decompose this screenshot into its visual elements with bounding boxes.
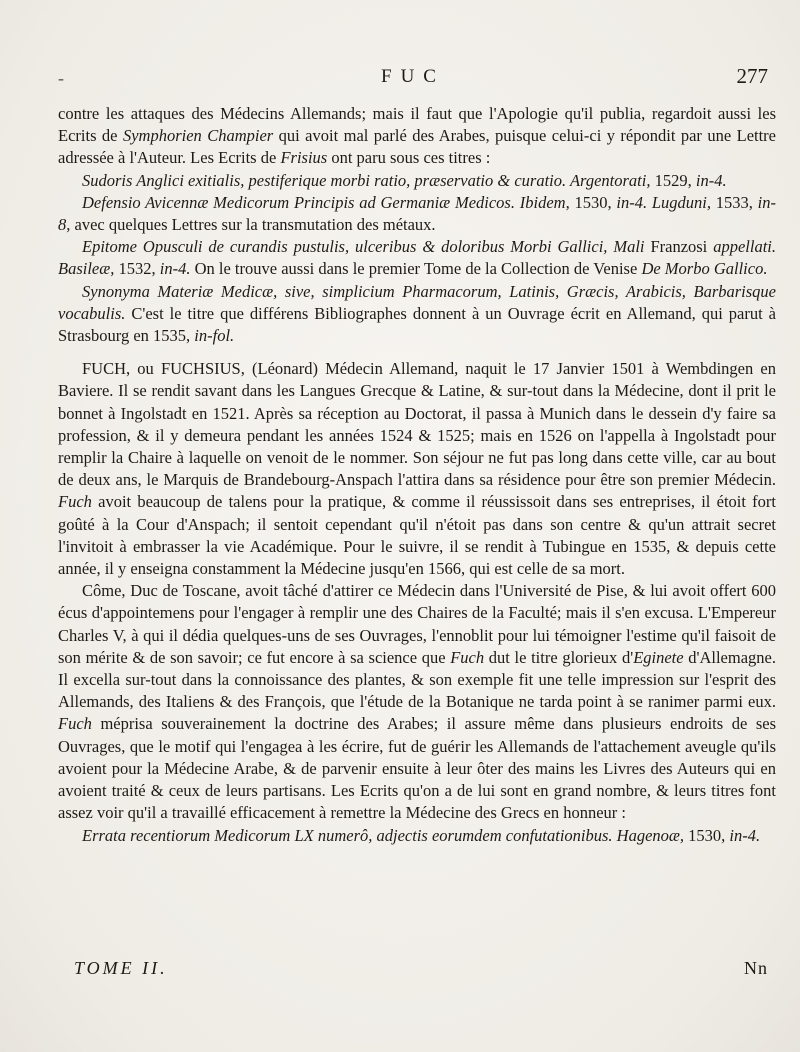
text-run: avec quelques Lettres sur la transmutation des métaux. — [70, 215, 436, 235]
italic-text: Fuch — [450, 647, 485, 667]
italic-text: in-4. — [159, 259, 191, 279]
paragraph — [58, 358, 776, 580]
tome-label: TOME II. — [74, 958, 168, 978]
text-run: C'est le titre que différens Bibliographes donnent à un Ouvrage écrit en Allemand, qui parut à Strasbourg en 1535, — [58, 303, 776, 346]
paragraph — [58, 170, 776, 192]
running-header — [58, 62, 768, 94]
italic-text: Synonyma Materiæ Medicæ, sive, simplicium Pharmacorum, Latinis, Græcis, Arabicis, Barbarisque vocabulis. — [58, 281, 776, 323]
text-run: qui avoit mal parlé des Arabes, puisque celui-ci y répondit par une Lettre adressée à l'Auteur. Les Ecrits de — [58, 126, 777, 168]
italic-text: Eginete — [633, 647, 684, 667]
text-run: Franzosi — [644, 237, 714, 257]
text-run: FUCH, ou FUCHSIUS, (Léonard) Médecin Allemand, naquit le 17 Janvier 1501 à Wembdingen en Baviere. Il se rendit savant dans les Langues Grecque & Latine, & sur-tout dans la Médecine, dont il prit le bonnet à Ingolstadt en 1521. Après sa réception au Doctorat, il passa à Munich dans le dessein d'y faire sa profession, & il y demeura pendant les années 1524 & 1525; mais en 1526 on l'appella à Ingolstadt pour remplir la Chaire à laquelle on venoit de le nommer. Son séjour ne fut pas long dans cette ville, car au bout de deux ans, le Marquis de Brandebourg-Anspach l'attira dans sa résidence pour être son premier Médecin. — [58, 359, 776, 490]
italic-text: in-fol. — [194, 326, 235, 346]
text-run: avoit beaucoup de talens pour la pratique, & comme il réussissoit dans ses entreprises, il étoit fort goûté à la Cour d'Anspach; il sentoit cependant qu'il n'étoit pas dans son centre & qu'un attrait secret l'invitoit à embrasser la vie Académique. Pour le suivre, il se rendit à Tubingue en 1535, & depuis cette année, il y enseigna constamment la Médecine jusqu'en 1566, qui est celle de sa mort. — [58, 492, 776, 579]
italic-text: Fuch — [58, 492, 92, 512]
paragraph — [58, 103, 776, 170]
paragraph — [58, 281, 776, 348]
running-title: FUC — [381, 66, 445, 87]
italic-text: De Morbo Gallico. — [641, 259, 768, 279]
text-run: 1532, — [114, 259, 160, 279]
italic-text: in-4. Lugduni, — [616, 192, 711, 212]
italic-text: in-4. — [729, 825, 761, 845]
italic-text: in-8, — [58, 192, 777, 235]
italic-text: Frisius — [280, 148, 328, 168]
italic-text: in-4. — [695, 170, 727, 190]
text-run: On le trouve aussi dans le premier Tome de la Collection de Venise — [190, 259, 642, 279]
text-run: 1529, — [650, 170, 696, 190]
italic-text: Sudoris Anglici exitialis, pestiferique morbi ratio, præservatio & curatio. Argentorati, — [82, 170, 651, 190]
paragraph — [58, 825, 776, 847]
text-run: 1533, — [711, 192, 758, 212]
text-run: d'Allemagne. Il excella sur-tout dans la connoissance des plantes, & son exemple fit une telle impression sur l'esprit des Allemands, des Italiens & des François, que l'étude de la Botanique ne tarda point à se ranimer parmi eux. — [58, 647, 776, 712]
text-run: 1530, — [684, 825, 730, 845]
text-run: dut le titre glorieux d' — [484, 647, 634, 667]
text-run: ont paru sous ces titres : — [327, 148, 491, 168]
signature-mark: Nn — [744, 958, 768, 978]
header-mark: - — [58, 68, 64, 88]
text-run: Côme, Duc de Toscane, avoit tâché d'attirer ce Médecin dans l'Université de Pise, & lui avoit offert 600 écus d'appointemens pour l'engager à remplir une des Chaires de la Faculté; mais il s'en excusa. L'Empereur Charles V, à qui il dédia quelques-uns de ses Ouvrages, l'ennoblit pour lui témoigner l'estime qu'il faisoit de son mérite & de son savoir; ce fut encore à sa science que — [58, 581, 776, 667]
text-run: contre les attaques des Médecins Allemands; mais il faut que l'Apologie qu'il publia, regardoit aussi les Ecrits de — [58, 104, 776, 146]
page-number: 277 — [736, 64, 768, 88]
page-footer — [74, 958, 768, 984]
italic-text: Epitome Opusculi de curandis pustulis, ulceribus & doloribus Morbi Gallici, Mali — [82, 237, 645, 257]
paragraph — [58, 192, 776, 236]
italic-text: Fuch — [58, 714, 92, 734]
text-run: méprisa souverainement la doctrine des Arabes; il assure même dans plusieurs endroits de ses Ouvrages, que le motif qui l'engagea à les écrire, fut de guérir les Allemands de l'attachement aveugle qu'ils avoient pour la Médecine Arabe, & de parvenir ensuite à leur ôter des mains les Livres des Auteurs qui en avoient traité & ceux de leurs partisans. Les Ecrits qu'on a de lui sont en grand nombre, & leurs titres font assez voir qu'il a travaillé efficacement à remettre la Médecine des Grecs en honneur : — [58, 714, 776, 823]
page-body — [58, 103, 776, 847]
paragraph — [58, 580, 776, 824]
italic-text: appellati. Basileæ, — [58, 237, 776, 279]
italic-text: Errata recentiorum Medicorum LX numerô, adjectis eorumdem confutationibus. Hagenoæ, — [82, 825, 685, 845]
italic-text: Defensio Avicennæ Medicorum Principis ad Germaniæ Medicos. Ibidem, — [82, 192, 570, 212]
italic-text: Symphorien Champier — [122, 126, 274, 146]
text-run: 1530, — [569, 192, 617, 212]
paragraph — [58, 236, 776, 280]
